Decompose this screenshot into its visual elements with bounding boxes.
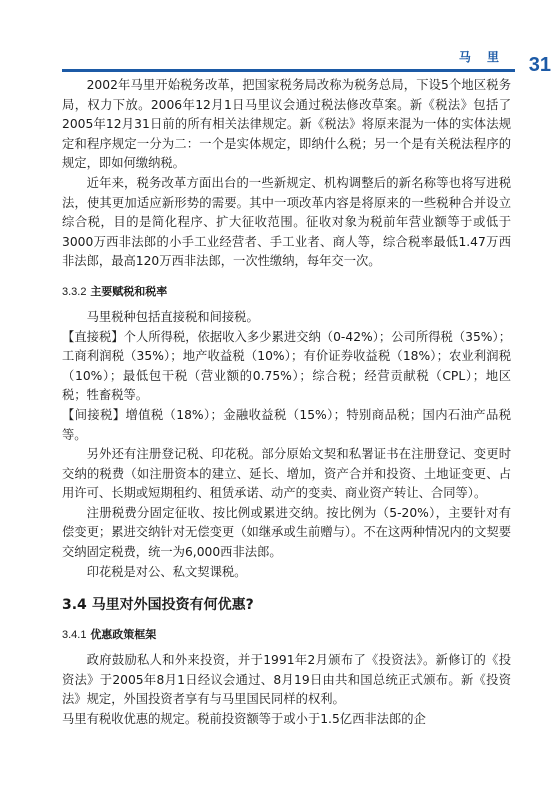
paragraph-stamp-duty: 印花税是对公、私文契课税。 [86,564,247,579]
section-heading-3-4 [62,595,511,615]
section-title: 马里对外国投资有何优惠? [91,597,254,614]
subsection-heading-3-3-2 [62,284,511,300]
paragraph-new-rules: 近年来，税务改革方面出台的一些新规定、机构调整后的新名称等也将写进税法，使其更加适应新形势的需要。其中一项改革内容是将原来的一些税种合并设立综合税，目的是简化程序、扩大征收范围。征收对象为税前年营业额等于或低于3000万西非法郎的小手工业经营者、手工业者、商人等，综合税率最低1.47万西非法郎，最高120万西非法郎，一次性缴纳，每年交一次。 [62,175,511,269]
subsection-title: 优惠政策框架 [90,628,157,642]
paragraph-registration-rates: 注册税费分固定征收、按比例或累进交纳。按比例为（5-20%），主要针对有偿变更；累进交纳针对无偿变更（如继承或生前赠与）。不在这两种情况内的文契要交纳固定税费，统一为6,000西非法郎。 [62,505,511,560]
subsection-number: 3.3.2 [62,285,87,298]
paragraph-direct-tax: 【直接税】个人所得税，依据收入多少累进交纳（0-42%）；公司所得税（35%）；工商利润税（35%）；地产收益税（10%）；有价证券收益税（18%）；农业利润税（10%）；最低包干税（营业额的0.75%）；综合税；经营贡献税（CPL）；地区税；牲畜税等。 [62,329,511,403]
page-number: 31 [528,54,551,76]
paragraph-tax-incentives: 马里有税收优惠的规定。税前投资额等于或小于1.5亿西非法郎的企 [62,712,426,727]
paragraph-tax-types: 马里税种包括直接税和间接税。 [86,309,259,324]
subsection-heading-3-4-1 [62,627,511,643]
subsection-title: 主要赋税和税率 [90,284,168,298]
page-header [0,48,559,78]
paragraph-indirect-tax: 【间接税】增值税（18%）；金融收益税（15%）；特别商品税；国内石油产品税等。 [62,407,511,442]
header-rule [62,69,515,72]
section-number: 3.4 [62,597,87,614]
running-title: 马 里 [458,50,505,64]
subsection-number: 3.4.1 [62,629,87,642]
page-body [62,76,511,730]
paragraph-registration-tax: 另外还有注册登记税、印花税。部分原始文契和私署证书在注册登记、变更时交纳的税费（如注册资本的建立、延长、增加，资产合并和投资、土地证变更、占用许可、长期或短期租约、租赁承诺、动产的变卖、商业资产转让、合同等）。 [62,447,511,501]
paragraph-tax-reform: 2002年马里开始税务改革，把国家税务局改称为税务总局，下设5个地区税务局，权力下放。2006年12月1日马里议会通过税法修改草案。新《税法》包括了2005年12月31日前的所有相关法律规定。新《税法》将原来混为一体的实体法规定和程序规定一分为二：一个是实体规定，即纳什么税；另一个是有关税法程序的规定，即如何缴纳税。 [62,78,511,171]
paragraph-investment-law: 政府鼓励私人和外来投资，并于1991年2月颁布了《投资法》。新修订的《投资法》于2005年8月1日经议会通过、8月19日由共和国总统正式颁布。新《投资法》规定，外国投资者享有与马里国民同样的权利。 [62,653,511,707]
